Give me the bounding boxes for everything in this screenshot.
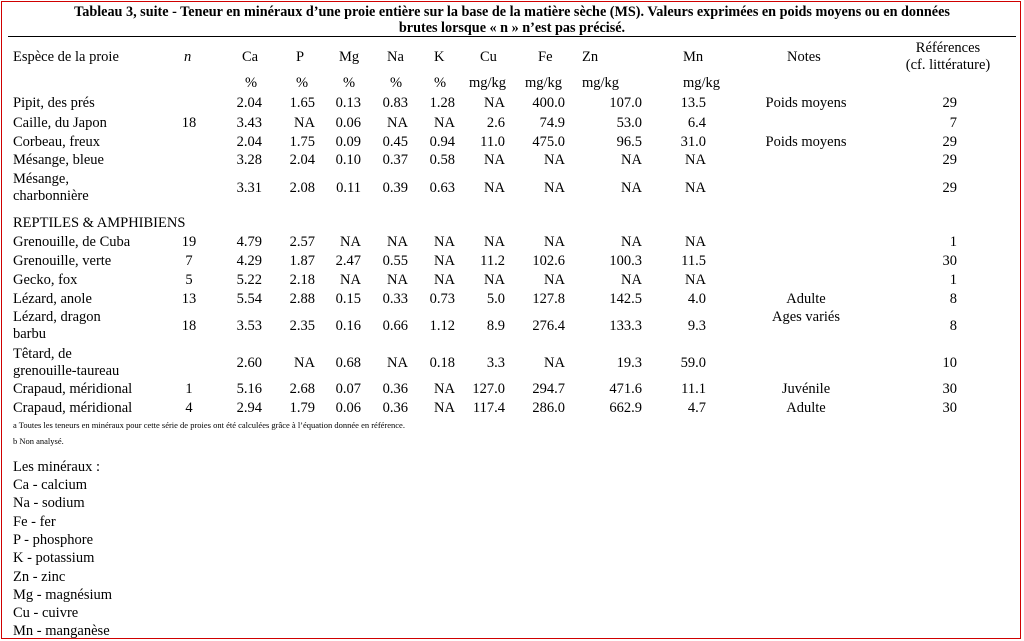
value-mn: 6.4 — [687, 115, 706, 131]
value-mn: NA — [685, 180, 706, 196]
value-ca: 5.54 — [236, 291, 262, 307]
value-zn: 142.5 — [609, 291, 642, 307]
notes-cell: Poids moyens — [765, 134, 847, 150]
value-ca: 3.31 — [236, 180, 262, 196]
species-name: Grenouille, de Cuba — [13, 234, 131, 250]
sample-count: 4 — [185, 400, 193, 416]
unit-fe: mg/kg — [525, 75, 563, 91]
reference-cell: 1 — [949, 272, 957, 288]
value-mn: 13.5 — [680, 95, 706, 111]
reference-cell: 29 — [942, 152, 957, 168]
species-name: Corbeau, freux — [13, 134, 100, 150]
value-cu: NA — [484, 234, 505, 250]
value-mg: NA — [340, 234, 361, 250]
value-zn: 53.0 — [616, 115, 642, 131]
header-mg: Mg — [339, 49, 360, 65]
value-zn: 471.6 — [609, 381, 642, 397]
value-p: 2.18 — [289, 272, 315, 288]
value-mg: NA — [340, 272, 361, 288]
section-heading-reptiles: REPTILES & AMPHIBIENS — [13, 215, 186, 231]
sample-count: 18 — [181, 318, 197, 334]
value-mg: 0.68 — [335, 355, 361, 371]
value-fe: NA — [544, 272, 565, 288]
value-fe: NA — [544, 152, 565, 168]
reference-cell: 29 — [942, 180, 957, 196]
value-ca: 3.28 — [236, 152, 262, 168]
value-ca: 4.79 — [236, 234, 262, 250]
value-k: 0.94 — [429, 134, 455, 150]
value-mg: 0.10 — [335, 152, 361, 168]
value-mg: 0.16 — [335, 318, 361, 334]
value-p: 2.57 — [289, 234, 315, 250]
value-ca: 5.22 — [236, 272, 262, 288]
value-mn: 31.0 — [680, 134, 706, 150]
reference-cell: 29 — [942, 134, 957, 150]
footnote-a: a Toutes les teneurs en minéraux pour cette série de proies ont été calculées grâce à l’équation donnée en référence. — [13, 420, 405, 430]
value-k: 0.58 — [429, 152, 455, 168]
species-name: Crapaud, méridional — [13, 400, 133, 416]
value-mg: 2.47 — [335, 253, 361, 269]
unit-mn: mg/kg — [683, 75, 721, 91]
header-k: K — [434, 49, 445, 65]
header-references: Références — [915, 40, 981, 56]
legend-item: Fe - fer — [13, 513, 56, 530]
value-p: NA — [294, 115, 315, 131]
legend-item: P - phosphore — [13, 531, 94, 548]
header-species: Espèce de la proie — [13, 49, 119, 65]
species-name-cont: charbonnière — [13, 188, 89, 204]
legend-item: Zn - zinc — [13, 568, 66, 585]
notes-cell: Adulte — [786, 291, 826, 307]
species-name: Grenouille, verte — [13, 253, 112, 269]
value-p: 2.88 — [289, 291, 315, 307]
caption-line-2: brutes lorsque « n » n’est pas précisé. — [398, 20, 626, 36]
value-ca: 2.04 — [236, 134, 262, 150]
species-name-cont: barbu — [13, 326, 47, 342]
value-zn: NA — [621, 234, 642, 250]
reference-cell: 8 — [949, 318, 957, 334]
value-cu: 11.2 — [480, 253, 505, 269]
value-mg: 0.11 — [336, 180, 361, 196]
value-na: 0.66 — [382, 318, 408, 334]
sample-count: 13 — [181, 291, 197, 307]
table-caption — [8, 4, 1016, 36]
value-k: NA — [434, 400, 455, 416]
value-zn: 133.3 — [609, 318, 642, 334]
species-name: Crapaud, méridional — [13, 381, 133, 397]
value-zn: NA — [621, 272, 642, 288]
caption-line-1: Tableau 3, suite - Teneur en minéraux d’une proie entière sur la base de la matière sèche (MS). Valeurs exprimées en poids moyens ou en données — [74, 4, 950, 20]
species-name: Mésange, — [13, 171, 69, 187]
value-mn: NA — [685, 152, 706, 168]
value-ca: 5.16 — [236, 381, 262, 397]
value-na: NA — [387, 234, 408, 250]
species-name: Caille, du Japon — [13, 115, 107, 131]
value-zn: NA — [621, 152, 642, 168]
value-k: 0.18 — [429, 355, 455, 371]
value-cu: 5.0 — [486, 291, 505, 307]
header-mn: Mn — [683, 49, 704, 65]
sample-count: 7 — [185, 253, 193, 269]
value-cu: NA — [484, 180, 505, 196]
value-mg: 0.06 — [335, 400, 361, 416]
species-name: Têtard, de — [13, 346, 72, 362]
value-mg: 0.15 — [335, 291, 361, 307]
value-p: 2.04 — [289, 152, 315, 168]
value-k: 0.73 — [429, 291, 455, 307]
value-cu: NA — [484, 272, 505, 288]
value-mg: 0.13 — [335, 95, 361, 111]
value-ca: 4.29 — [236, 253, 262, 269]
value-cu: 117.4 — [472, 400, 505, 416]
unit-ca: % — [245, 75, 258, 91]
footnote-b: b Non analysé. — [13, 436, 64, 446]
value-mn: 59.0 — [680, 355, 706, 371]
header-n: n — [184, 49, 192, 65]
legend-item: K - potassium — [13, 550, 95, 567]
value-fe: 74.9 — [539, 115, 565, 131]
value-na: NA — [387, 272, 408, 288]
value-cu: 2.6 — [486, 115, 505, 131]
value-fe: 276.4 — [532, 318, 565, 334]
header-notes: Notes — [787, 49, 821, 65]
value-p: 2.08 — [289, 180, 315, 196]
value-fe: 102.6 — [532, 253, 565, 269]
value-zn: 107.0 — [609, 95, 642, 111]
value-fe: 127.8 — [532, 291, 565, 307]
species-name: Mésange, bleue — [13, 152, 104, 168]
notes-cell: Adulte — [786, 400, 826, 416]
value-mn: 11.1 — [681, 381, 706, 397]
value-mn: NA — [685, 234, 706, 250]
header-p: P — [296, 49, 305, 65]
sample-count: 1 — [185, 381, 193, 397]
value-k: NA — [434, 381, 455, 397]
value-k: 1.28 — [429, 95, 455, 111]
value-k: NA — [434, 115, 455, 131]
sample-count: 5 — [185, 272, 193, 288]
reference-cell: 7 — [949, 115, 957, 131]
value-cu: 3.3 — [486, 355, 505, 371]
header-zn: Zn — [582, 49, 599, 65]
unit-cu: mg/kg — [469, 75, 507, 91]
value-zn: 96.5 — [616, 134, 642, 150]
reference-cell: 30 — [942, 381, 957, 397]
value-na: 0.37 — [382, 152, 408, 168]
table-top-rule — [8, 36, 1016, 37]
legend-item: Mg - magnésium — [13, 586, 113, 603]
value-na: NA — [387, 115, 408, 131]
value-fe: 294.7 — [532, 381, 565, 397]
value-fe: 475.0 — [532, 134, 565, 150]
value-na: 0.83 — [382, 95, 408, 111]
header-fe: Fe — [538, 49, 553, 65]
legend-item: Cu - cuivre — [13, 605, 79, 622]
value-fe: 286.0 — [532, 400, 565, 416]
legend-item: Na - sodium — [13, 495, 85, 512]
reference-cell: 1 — [949, 234, 957, 250]
notes-cell: Juvénile — [781, 381, 831, 397]
sample-count: 19 — [181, 234, 197, 250]
value-cu: 127.0 — [472, 381, 505, 397]
value-ca: 2.94 — [236, 400, 262, 416]
value-k: NA — [434, 272, 455, 288]
value-zn: 662.9 — [609, 400, 642, 416]
value-na: 0.33 — [382, 291, 408, 307]
species-name-cont: grenouille-taureau — [13, 363, 120, 379]
value-zn: 100.3 — [609, 253, 642, 269]
header-references-sub: (cf. littérature) — [905, 57, 991, 73]
value-ca: 3.53 — [236, 318, 262, 334]
value-zn: 19.3 — [616, 355, 642, 371]
value-cu: 11.0 — [480, 134, 505, 150]
unit-na: % — [390, 75, 403, 91]
sample-count: 18 — [181, 115, 197, 131]
header-cu: Cu — [480, 49, 497, 65]
notes-cell: Poids moyens — [765, 95, 847, 111]
value-cu: NA — [484, 95, 505, 111]
value-p: 1.65 — [289, 95, 315, 111]
species-name: Pipit, des prés — [13, 95, 95, 111]
unit-p: % — [296, 75, 309, 91]
value-mg: 0.09 — [335, 134, 361, 150]
value-mn: 4.7 — [687, 400, 706, 416]
value-mn: 4.0 — [687, 291, 706, 307]
species-name: Lézard, anole — [13, 291, 92, 307]
value-p: NA — [294, 355, 315, 371]
value-k: NA — [434, 234, 455, 250]
value-ca: 3.43 — [236, 115, 262, 131]
legend-title: Les minéraux : — [13, 459, 100, 475]
value-mn: 9.3 — [687, 318, 706, 334]
value-p: 2.68 — [289, 381, 315, 397]
value-na: 0.45 — [382, 134, 408, 150]
value-na: NA — [387, 355, 408, 371]
value-p: 1.87 — [289, 253, 315, 269]
value-k: 0.63 — [429, 180, 455, 196]
notes-cell: Ages variés — [771, 309, 841, 325]
legend-item: Ca - calcium — [13, 477, 88, 493]
reference-cell: 8 — [949, 291, 957, 307]
header-ca: Ca — [242, 49, 259, 65]
value-p: 1.75 — [289, 134, 315, 150]
value-cu: NA — [484, 152, 505, 168]
value-zn: NA — [621, 180, 642, 196]
unit-zn: mg/kg — [582, 75, 620, 91]
value-na: 0.55 — [382, 253, 408, 269]
value-mn: 11.5 — [681, 253, 706, 269]
value-p: 2.35 — [289, 318, 315, 334]
value-fe: 400.0 — [532, 95, 565, 111]
header-na: Na — [387, 49, 404, 65]
value-mg: 0.07 — [335, 381, 361, 397]
species-name: Lézard, dragon — [13, 309, 101, 325]
value-p: 1.79 — [289, 400, 315, 416]
legend-item: Mn - manganèse — [13, 623, 110, 640]
value-mg: 0.06 — [335, 115, 361, 131]
unit-mg: % — [343, 75, 356, 91]
reference-cell: 10 — [942, 355, 957, 371]
species-name: Gecko, fox — [13, 272, 78, 288]
value-na: 0.39 — [382, 180, 408, 196]
value-ca: 2.04 — [236, 95, 262, 111]
value-k: 1.12 — [429, 318, 455, 334]
value-fe: NA — [544, 234, 565, 250]
unit-k: % — [434, 75, 447, 91]
value-cu: 8.9 — [486, 318, 505, 334]
value-k: NA — [434, 253, 455, 269]
reference-cell: 29 — [942, 95, 957, 111]
value-mn: NA — [685, 272, 706, 288]
value-na: 0.36 — [382, 381, 408, 397]
value-fe: NA — [544, 180, 565, 196]
reference-cell: 30 — [942, 253, 957, 269]
value-ca: 2.60 — [236, 355, 262, 371]
value-fe: NA — [544, 355, 565, 371]
reference-cell: 30 — [942, 400, 957, 416]
value-na: 0.36 — [382, 400, 408, 416]
